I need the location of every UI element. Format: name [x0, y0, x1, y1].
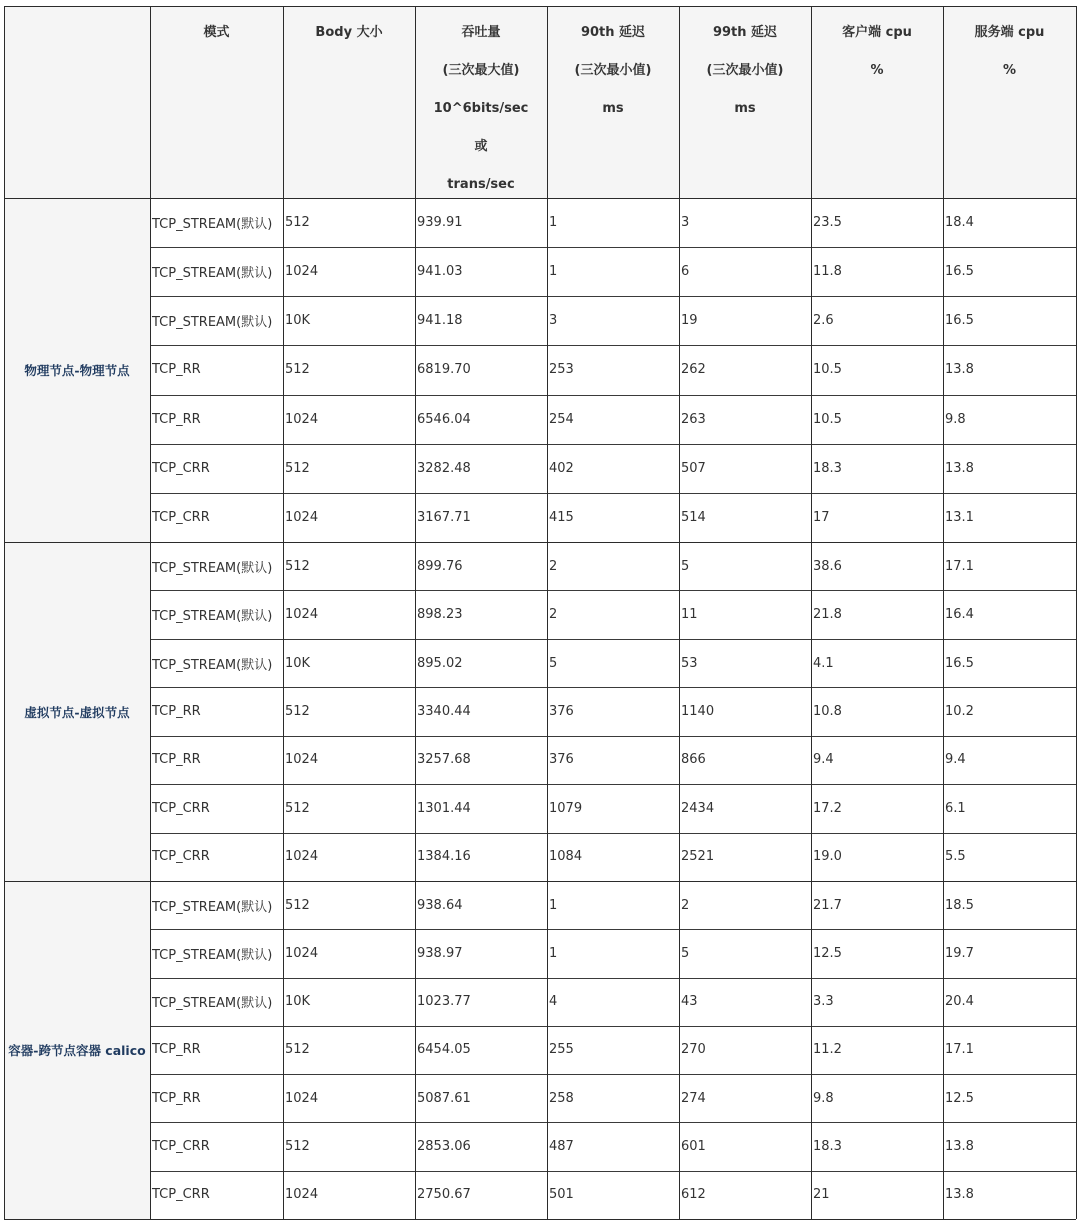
table-cell: TCP_CRR [152, 800, 210, 816]
table-cell: 1024 [285, 849, 319, 865]
table-cell: TCP_CRR [152, 460, 210, 476]
row-divider [150, 247, 1076, 248]
section-divider [4, 6, 1076, 7]
table-cell: 1 [549, 945, 558, 961]
table-cell: 1384.16 [417, 849, 471, 865]
header-cell [150, 6, 283, 198]
table-cell: 17 [813, 509, 830, 525]
section-divider [4, 1219, 1076, 1220]
table-cell: 512 [285, 1042, 310, 1058]
table-cell: TCP_STREAM(默认) [152, 315, 273, 331]
header-text: 服务端 cpu [974, 25, 1045, 40]
table-cell: 941.03 [417, 264, 463, 280]
table-cell: 53 [681, 655, 698, 671]
row-divider [150, 395, 1076, 396]
header-cell [943, 6, 1076, 198]
table-cell: 10.2 [945, 703, 974, 719]
table-cell: 512 [285, 800, 310, 816]
group-label: 虚拟节点-虚拟节点 [4, 542, 150, 881]
table-cell: 10K [285, 313, 311, 329]
table-cell: 512 [285, 1139, 310, 1155]
column-divider [547, 6, 548, 1219]
table-cell: TCP_STREAM(默认) [152, 899, 273, 915]
row-divider [150, 296, 1076, 297]
row-divider [150, 784, 1076, 785]
row-divider [150, 1171, 1076, 1172]
header-text: (三次最小值) [574, 63, 652, 78]
table-cell: 11.8 [813, 264, 842, 280]
table-cell: TCP_RR [152, 411, 201, 427]
table-cell: 376 [549, 752, 574, 768]
table-cell: 263 [681, 411, 706, 427]
row-divider [150, 1122, 1076, 1123]
table-cell: TCP_STREAM(默认) [152, 947, 273, 963]
table-cell: 18.3 [813, 1139, 842, 1155]
header-text: 模式 [203, 25, 230, 40]
table-cell: TCP_RR [152, 1042, 201, 1058]
table-cell: 13.8 [945, 460, 974, 476]
column-divider [283, 6, 284, 1219]
table-cell: 9.8 [945, 411, 966, 427]
table-cell: 10.8 [813, 703, 842, 719]
row-divider [150, 833, 1076, 834]
table-cell: 2853.06 [417, 1139, 471, 1155]
header-text: 吞吐量 [461, 25, 501, 40]
table-cell: 6.1 [945, 800, 966, 816]
table-cell: 2521 [681, 849, 715, 865]
table-cell: TCP_RR [152, 362, 201, 378]
table-cell: TCP_RR [152, 752, 201, 768]
table-cell: 899.76 [417, 558, 463, 574]
row-divider [150, 687, 1076, 688]
table-cell: TCP_RR [152, 703, 201, 719]
table-cell: 601 [681, 1139, 706, 1155]
table-cell: 1 [549, 215, 558, 231]
table-cell: TCP_STREAM(默认) [152, 217, 273, 233]
table-cell: 1024 [285, 945, 319, 961]
table-cell: 3167.71 [417, 509, 471, 525]
table-cell: 13.8 [945, 362, 974, 378]
table-cell: 507 [681, 460, 706, 476]
table-cell: 5 [681, 558, 690, 574]
table-cell: 255 [549, 1042, 574, 1058]
table-cell: 13.8 [945, 1139, 974, 1155]
table-cell: 612 [681, 1187, 706, 1203]
table-cell: 21.8 [813, 607, 842, 623]
table-cell: TCP_CRR [152, 1187, 210, 1203]
header-text: 99th 延迟 [712, 25, 778, 40]
table-cell: 939.91 [417, 215, 463, 231]
section-divider [4, 542, 1076, 543]
header-cell [547, 6, 679, 198]
row-divider [150, 345, 1076, 346]
table-cell: 3.3 [813, 994, 834, 1010]
table-cell: 2750.67 [417, 1187, 471, 1203]
table-cell: 17.2 [813, 800, 842, 816]
table-cell: 1140 [681, 703, 715, 719]
table-cell: 898.23 [417, 607, 463, 623]
table-cell: 1 [549, 897, 558, 913]
table-cell: 258 [549, 1090, 574, 1106]
table-cell: 17.1 [945, 558, 974, 574]
row-divider [150, 978, 1076, 979]
table-cell: 18.4 [945, 215, 974, 231]
table-cell: 254 [549, 411, 574, 427]
table-cell: 253 [549, 362, 574, 378]
table-cell: 415 [549, 509, 574, 525]
row-divider [150, 1026, 1076, 1027]
table-cell: TCP_CRR [152, 849, 210, 865]
header-text: trans/sec [447, 177, 515, 192]
table-cell: TCP_RR [152, 1090, 201, 1106]
table-cell: 1084 [549, 849, 583, 865]
table-cell: 19 [681, 313, 698, 329]
table-cell: 10K [285, 655, 311, 671]
table-cell: 13.1 [945, 509, 974, 525]
header-text: (三次最小值) [706, 63, 784, 78]
table-cell: 514 [681, 509, 706, 525]
header-corner-cell [4, 6, 150, 198]
row-divider [150, 736, 1076, 737]
table-cell: 6 [681, 264, 690, 280]
table-cell: TCP_CRR [152, 509, 210, 525]
table-cell: 3282.48 [417, 460, 471, 476]
table-cell: 376 [549, 703, 574, 719]
header-text: % [1002, 63, 1017, 78]
column-divider [811, 6, 812, 1219]
table-cell: 1024 [285, 411, 319, 427]
table-cell: 18.3 [813, 460, 842, 476]
table-cell: 21.7 [813, 897, 842, 913]
table-cell: 512 [285, 703, 310, 719]
group-label: 容器-跨节点容器 calico [4, 881, 150, 1219]
table-cell: 3 [681, 215, 690, 231]
table-cell: 5 [549, 655, 558, 671]
table-cell: 1024 [285, 1187, 319, 1203]
table-cell: 11 [681, 607, 698, 623]
table-cell: 12.5 [813, 945, 842, 961]
table-cell: 1024 [285, 1090, 319, 1106]
table-cell: 895.02 [417, 655, 463, 671]
table-cell: 16.4 [945, 607, 974, 623]
table-cell: 2 [549, 558, 558, 574]
table-cell: 6454.05 [417, 1042, 471, 1058]
table-cell: 2 [681, 897, 690, 913]
table-cell: 938.64 [417, 897, 463, 913]
table-cell: 10.5 [813, 411, 842, 427]
table-cell: TCP_STREAM(默认) [152, 996, 273, 1012]
table-cell: 9.8 [813, 1090, 834, 1106]
column-divider [943, 6, 944, 1219]
table-cell: 5 [681, 945, 690, 961]
table-cell: 1 [549, 264, 558, 280]
header-text: ms [734, 101, 756, 116]
column-divider [4, 6, 5, 1219]
table-cell: 3257.68 [417, 752, 471, 768]
header-text: (三次最大值) [442, 63, 520, 78]
table-cell: 1024 [285, 509, 319, 525]
table-cell: 5087.61 [417, 1090, 471, 1106]
table-cell: 402 [549, 460, 574, 476]
table-cell: 2434 [681, 800, 715, 816]
table-cell: 3 [549, 313, 558, 329]
table-cell: TCP_CRR [152, 1139, 210, 1155]
table-cell: 501 [549, 1187, 574, 1203]
table-cell: 1024 [285, 752, 319, 768]
table-cell: 4 [549, 994, 558, 1010]
table-cell: 512 [285, 558, 310, 574]
column-divider [150, 6, 151, 1219]
header-text: Body 大小 [315, 25, 383, 40]
table-cell: 43 [681, 994, 698, 1010]
table-cell: TCP_STREAM(默认) [152, 266, 273, 282]
header-text: 或 [474, 139, 488, 154]
section-divider [4, 881, 1076, 882]
table-cell: 512 [285, 897, 310, 913]
table-cell: 487 [549, 1139, 574, 1155]
row-divider [150, 493, 1076, 494]
header-cell [415, 6, 547, 198]
table-cell: 5.5 [945, 849, 966, 865]
table-cell: 21 [813, 1187, 830, 1203]
table-cell: 1023.77 [417, 994, 471, 1010]
table-cell: 19.7 [945, 945, 974, 961]
header-cell [679, 6, 811, 198]
table-cell: 16.5 [945, 655, 974, 671]
table-cell: 3340.44 [417, 703, 471, 719]
table-cell: 270 [681, 1042, 706, 1058]
table-cell: 938.97 [417, 945, 463, 961]
table-cell: 6546.04 [417, 411, 471, 427]
table-cell: 941.18 [417, 313, 463, 329]
table-cell: 11.2 [813, 1042, 842, 1058]
table-cell: 512 [285, 362, 310, 378]
table-cell: 9.4 [813, 752, 834, 768]
table-cell: 12.5 [945, 1090, 974, 1106]
table-cell: 2 [549, 607, 558, 623]
row-divider [150, 639, 1076, 640]
table-cell: 16.5 [945, 313, 974, 329]
row-divider [150, 929, 1076, 930]
table-cell: 6819.70 [417, 362, 471, 378]
table-cell: 23.5 [813, 215, 842, 231]
table-cell: 9.4 [945, 752, 966, 768]
table-cell: 10K [285, 994, 311, 1010]
column-divider [679, 6, 680, 1219]
header-text: ms [602, 101, 624, 116]
header-text: % [870, 63, 884, 78]
column-divider [415, 6, 416, 1219]
table-cell: 1024 [285, 264, 319, 280]
table-cell: 274 [681, 1090, 706, 1106]
table-cell: 17.1 [945, 1042, 974, 1058]
table-cell: 2.6 [813, 313, 834, 329]
table-cell: 512 [285, 460, 310, 476]
header-text: 10^6bits/sec [433, 101, 529, 116]
table-cell: TCP_STREAM(默认) [152, 560, 273, 576]
table-cell: 262 [681, 362, 706, 378]
header-cell [283, 6, 415, 198]
table-cell: 38.6 [813, 558, 842, 574]
table-cell: 4.1 [813, 655, 834, 671]
table-cell: 866 [681, 752, 706, 768]
table-cell: 1024 [285, 607, 319, 623]
section-divider [4, 198, 1076, 199]
header-cell [811, 6, 943, 198]
header-text: 客户端 cpu [842, 25, 912, 40]
row-divider [150, 444, 1076, 445]
table-cell: 1301.44 [417, 800, 471, 816]
table-cell: 18.5 [945, 897, 974, 913]
table-cell: TCP_STREAM(默认) [152, 657, 273, 673]
table-cell: 20.4 [945, 994, 974, 1010]
row-divider [150, 1074, 1076, 1075]
table-cell: 512 [285, 215, 310, 231]
table-cell: 10.5 [813, 362, 842, 378]
header-text: 90th 延迟 [580, 25, 646, 40]
table-cell: 16.5 [945, 264, 974, 280]
table-cell: 1079 [549, 800, 583, 816]
table-cell: 13.8 [945, 1187, 974, 1203]
table-cell: TCP_STREAM(默认) [152, 609, 273, 625]
column-divider [1076, 6, 1077, 1219]
group-label: 物理节点-物理节点 [4, 198, 150, 542]
table-cell: 19.0 [813, 849, 842, 865]
row-divider [150, 590, 1076, 591]
